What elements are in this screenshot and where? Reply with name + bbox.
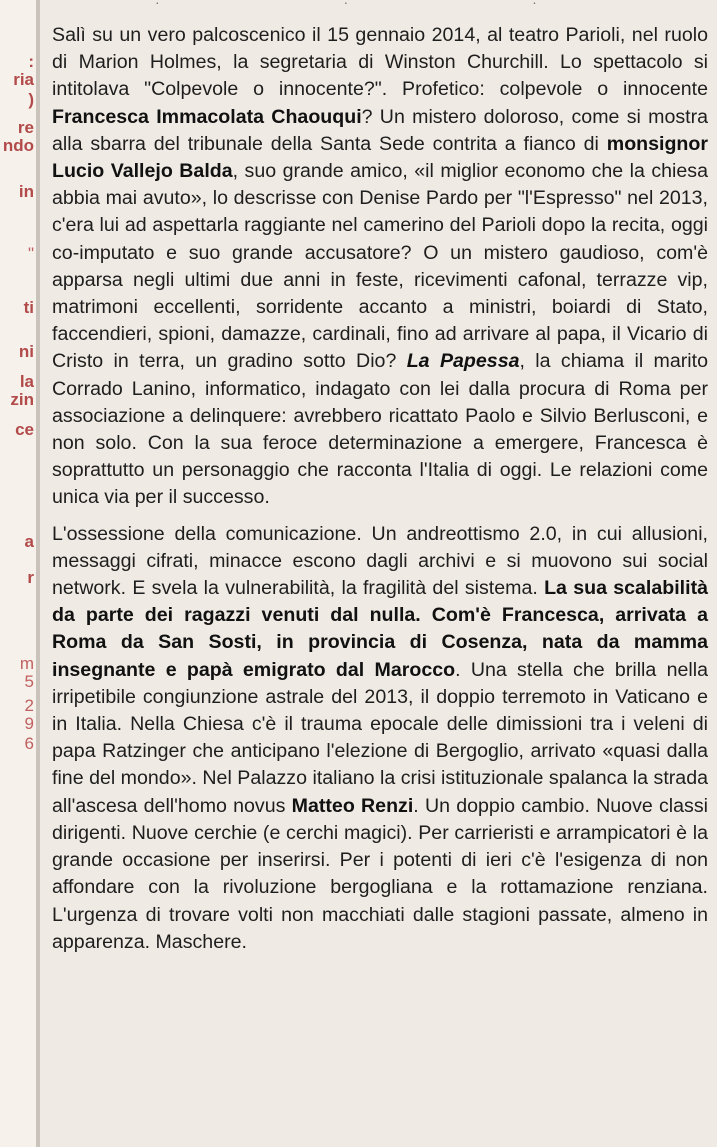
sidebar-fragment-text: re	[17, 118, 34, 137]
sidebar-fragment-text: ndo	[2, 136, 34, 155]
sidebar-fragment-text: r	[27, 568, 34, 587]
article-body	[52, 0, 708, 956]
paragraph-text: . Un doppio cambio. Nuove classi dirigenti. Nuove cerchie (e cerchi magici). Per carrieristi e arrampicatori è la grande occasione per inserirsi. Per i potenti di ieri c'è l'esigenza di non affondare con la rivoluzione bergogliana e la rottamazione renziana. L'urgenza di trovare volti non macchiati dalle stagioni passate, almeno in apparenza. Maschere.	[52, 794, 708, 953]
bold-highlight-scalability: La sua scalabilità da parte dei ragazzi venuti dal nulla. Com'è Francesca, arrivata a Roma da San Sosti, in provincia di Cosenza, nata da mamma insegnante e papà emigrato dal Marocco	[52, 577, 708, 681]
sidebar-fragment-text: 2	[24, 696, 34, 715]
sidebar-fragment-text: :	[28, 52, 34, 71]
paragraph-text: , la chiama il marito Corrado Lanino, informatico, indagato con lei dalla procura di Roma per associazione a delinquere: avrebbero ricattato Paolo e Silvio Berlusconi, e non solo. Con la sua feroce determinazione a emergere, Francesca è soprattutto un personaggio che racconta l'Italia di oggi. Le relazioni come unica via per il successo.	[52, 350, 708, 509]
article-paragraph-1	[52, 0, 708, 512]
sidebar-fragment-text: zin	[10, 390, 34, 409]
paragraph-text: L'ossessione della comunicazione. Un andreottismo 2.0, in cui allusioni, messaggi cifrati, minacce escono dagli archivi e si muovono sui social network. E svela la vulnerabilità, la fragilità del sistema.	[52, 522, 708, 600]
paragraph-text: ? Un mistero doloroso, come si mostra alla sbarra del tribunale della Santa Sede contrita a fianco di	[52, 105, 708, 155]
paragraph-text: . Una stella che brilla nella irripetibile congiunzione astrale del 2013, il doppio terremoto in Vaticano e in Italia. Nella Chiesa c'è il trauma epocale delle dimissioni tra i veleni di papa Ratzinger che anticipano l'elezione di Bergoglio, arrivato «quasi dalla fine del mondo». Nel Palazzo italiano la crisi istituzionale spalanca la strada all'ascesa dell'homo novus	[52, 658, 708, 817]
sidebar-fragment-text: in	[18, 182, 34, 201]
left-sidebar-fragment	[0, 0, 36, 1147]
sidebar-fragment-text: 9	[24, 714, 34, 733]
top-dots: · · ·	[155, 0, 627, 10]
sidebar-fragment-text: ce	[15, 420, 34, 439]
sidebar-fragment-text: 6	[24, 734, 34, 753]
bold-name-chaouqui: Francesca Immacolata Chaouqui	[52, 105, 362, 128]
sidebar-fragment-text: ni	[18, 342, 34, 361]
sidebar-divider	[36, 0, 40, 1147]
sidebar-fragment-text: m	[19, 654, 34, 673]
bold-name-balda: monsignor Lucio Vallejo Balda	[52, 132, 708, 183]
bold-name-renzi: Matteo Renzi	[291, 794, 414, 817]
sidebar-fragment-text: )	[28, 90, 34, 109]
sidebar-fragment-text: la	[19, 372, 34, 391]
article-paragraph-2	[52, 521, 708, 956]
sidebar-fragment-text: 5	[24, 672, 34, 691]
sidebar-fragment-text: "	[27, 244, 34, 263]
bold-italic-la-papessa: La Papessa	[406, 350, 520, 373]
paragraph-text: , suo grande amico, «il miglior economo che la chiesa abbia mai avuto», lo descrisse con Denise Pardo per "l'Espresso" nel 2013, c'era lui ad aspettarla raggiante nel camerino del Parioli dopo la recita, oggi co-imputato e suo grande accusatore? O un mistero gaudioso, com'è apparsa negli ultimi due anni in feste, ricevimenti cafonal, terrazze vip, matrimoni eccellenti, sorridente accanto a ministri, boiardi di Stato, faccendieri, spioni, damazze, cardinali, fino ad arrivare al papa, il Vicario di Cristo in terra, un gradino sotto Dio?	[52, 160, 708, 373]
sidebar-fragment-text: ria	[13, 70, 34, 89]
sidebar-fragment-text: ti	[23, 298, 34, 317]
sidebar-fragment-text: a	[24, 532, 34, 551]
paragraph-text: Salì su un vero palcoscenico il 15 gennaio 2014, al teatro Parioli, nel ruolo di Marion Holmes, la segretaria di Winston Churchill. Lo spettacolo si intitolava "Colpevole o innocente?". Profetico: colpevole o innocente	[52, 24, 708, 101]
